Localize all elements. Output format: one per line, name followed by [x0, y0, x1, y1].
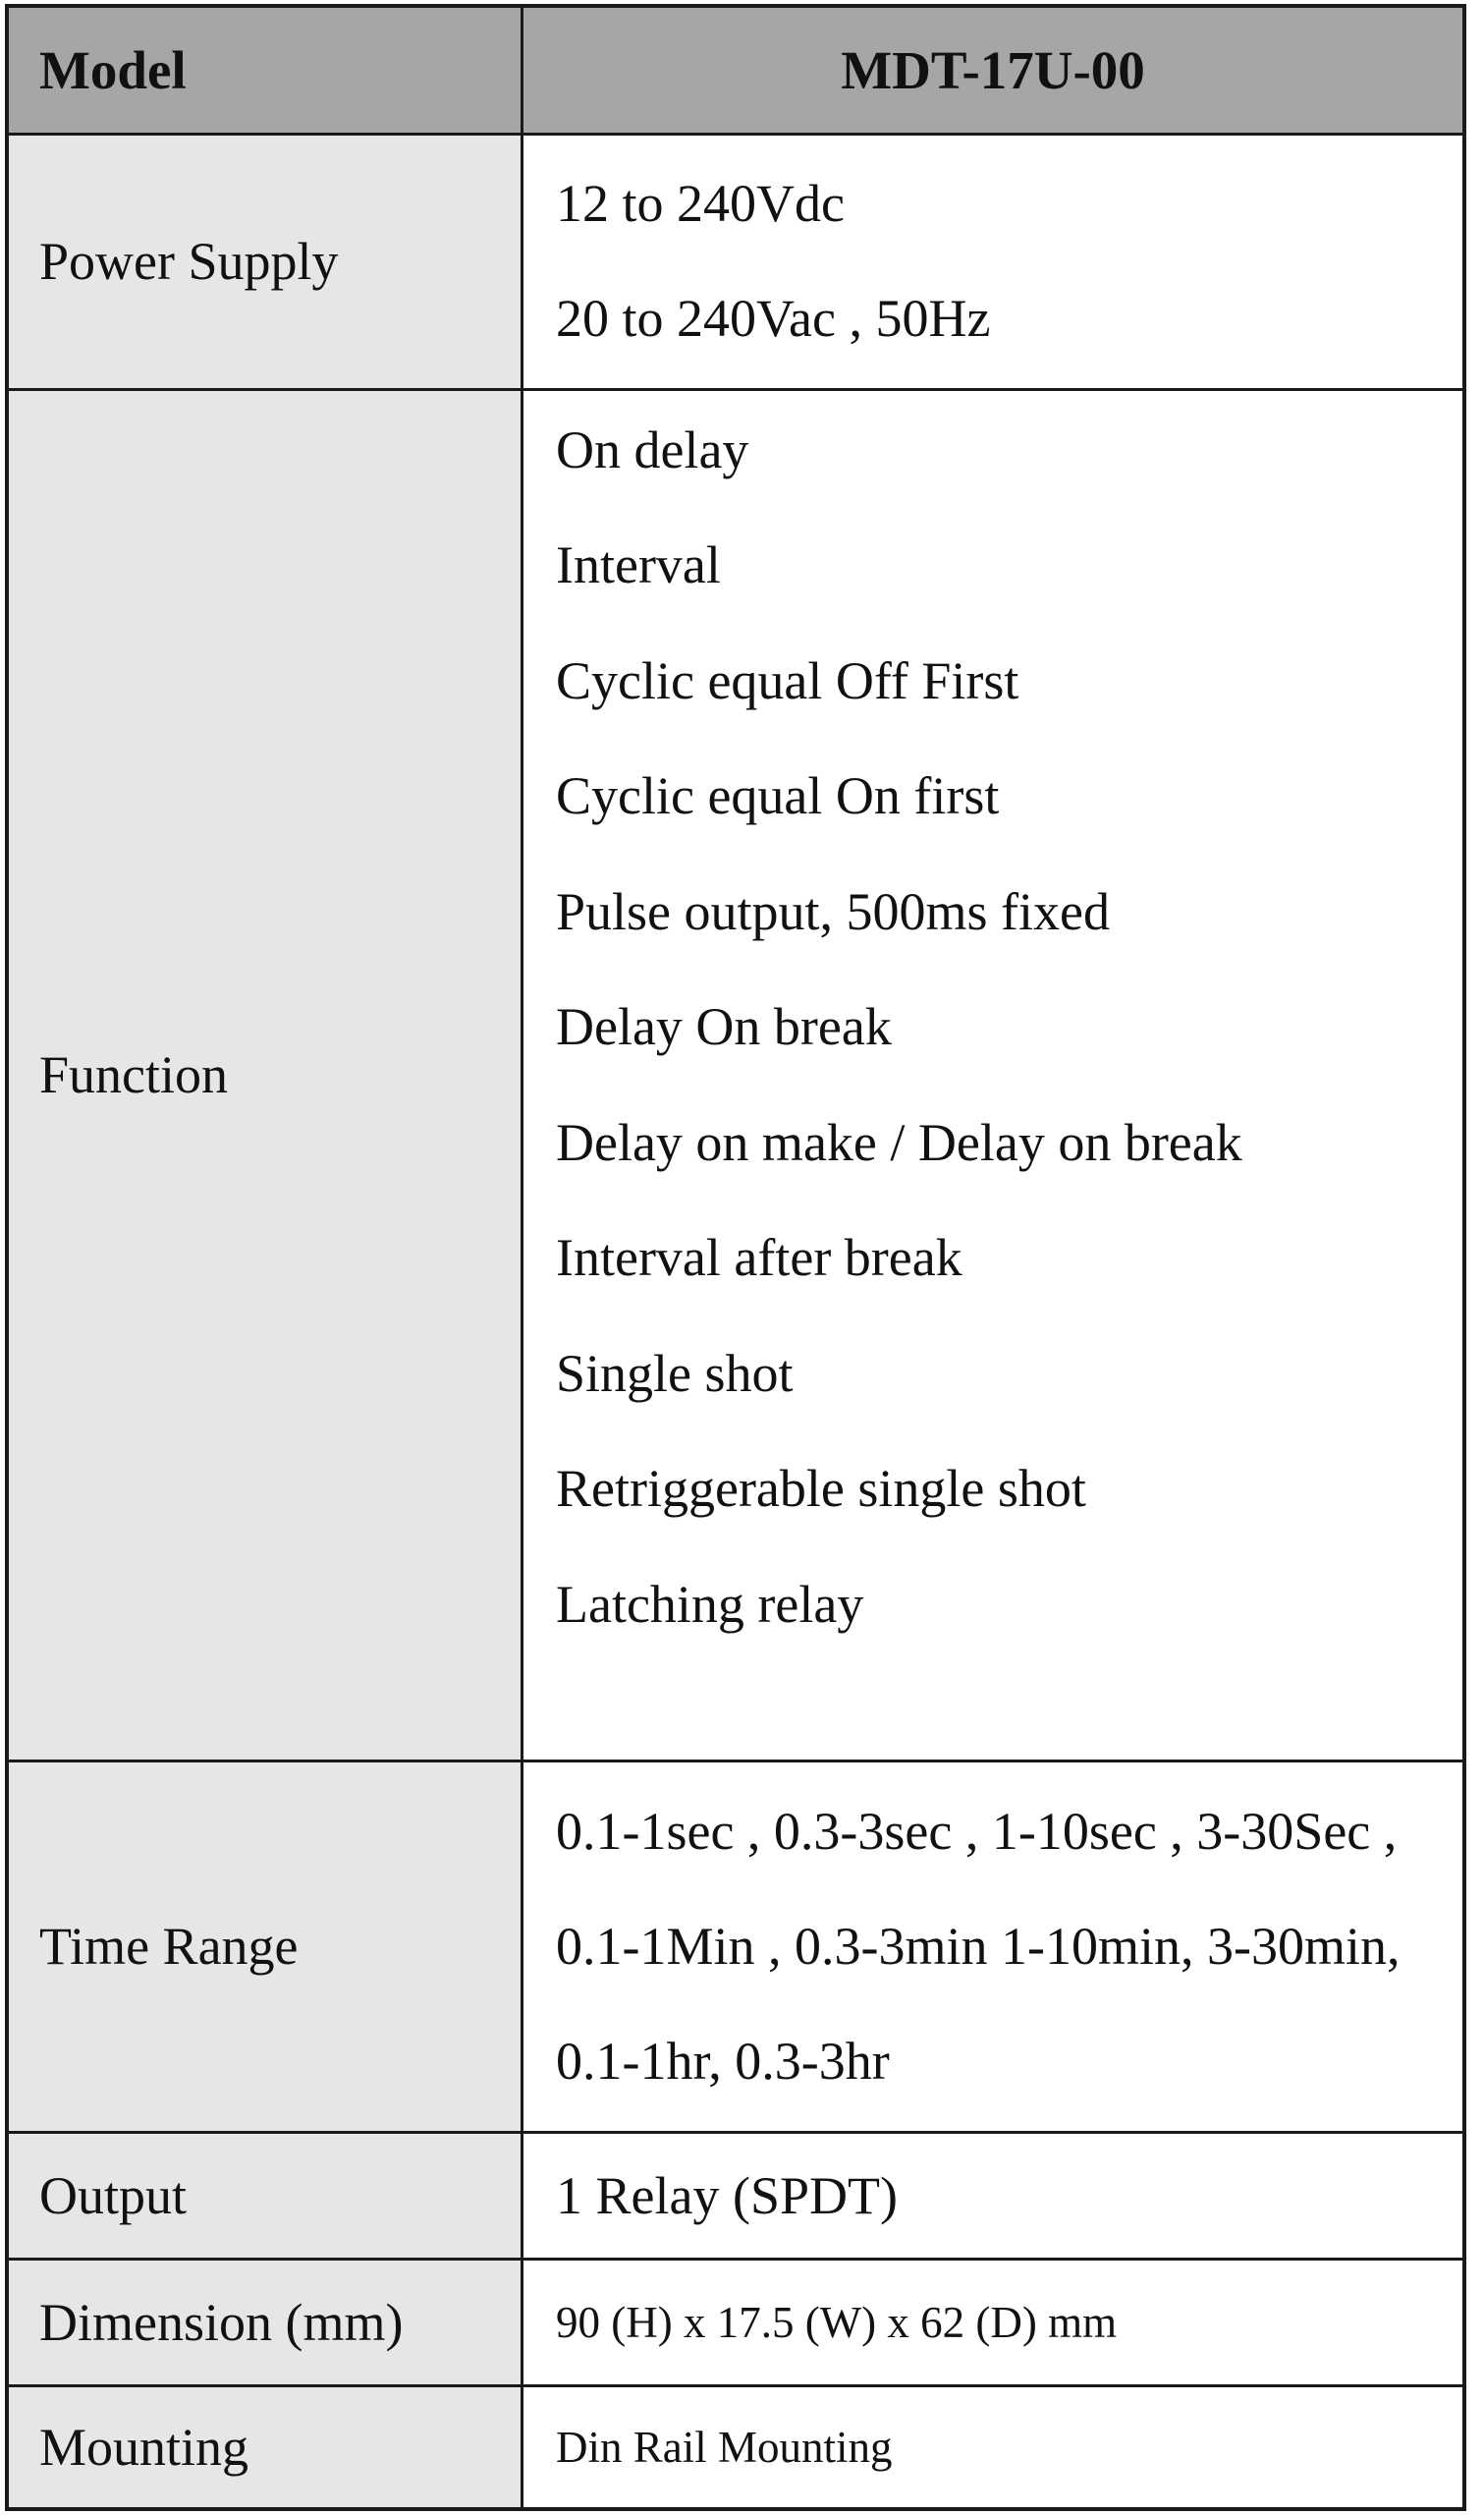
function-item: Latching relay — [556, 1574, 864, 1634]
mounting-value: Din Rail Mounting — [522, 2385, 1465, 2509]
mounting-label: Mounting — [7, 2385, 522, 2509]
table-row-dimension — [7, 2259, 1464, 2385]
function-item: Pulse output, 500ms fixed — [556, 881, 1110, 941]
function-item: Interval — [556, 535, 721, 594]
table-row-function — [7, 389, 1464, 1760]
power-supply-ac: 20 to 240Vac , 50Hz — [556, 289, 991, 348]
spec-table — [5, 4, 1466, 2511]
function-item: On delay — [556, 419, 749, 479]
power-supply-dc: 12 to 240Vdc — [556, 174, 845, 233]
function-item: Retriggerable single shot — [556, 1459, 1086, 1518]
output-value: 1 Relay (SPDT) — [522, 2132, 1465, 2259]
table-row-power-supply — [7, 134, 1464, 389]
function-item: Interval after break — [556, 1228, 962, 1287]
function-item: Cyclic equal Off First — [556, 650, 1019, 710]
function-list — [556, 391, 1462, 1663]
function-item: Delay on make / Delay on break — [556, 1112, 1242, 1172]
header-label: Model — [7, 6, 522, 134]
time-range-line: 0.1-1Min , 0.3-3min 1-10min, 3-30min, — [556, 1916, 1401, 1976]
output-label: Output — [7, 2132, 522, 2259]
table-row-output — [7, 2132, 1464, 2259]
dimension-value: 90 (H) x 17.5 (W) x 62 (D) mm — [522, 2259, 1465, 2385]
function-item: Delay On break — [556, 997, 892, 1056]
power-supply-value — [522, 134, 1465, 389]
time-range-label: Time Range — [7, 1760, 522, 2132]
function-item: Cyclic equal On first — [556, 766, 1000, 825]
power-supply-label: Power Supply — [7, 134, 522, 389]
header-row — [7, 6, 1464, 134]
time-range-line: 0.1-1sec , 0.3-3sec , 1-10sec , 3-30Sec , — [556, 1801, 1398, 1861]
table-row-time-range — [7, 1760, 1464, 2132]
time-range-line: 0.1-1hr, 0.3-3hr — [556, 2031, 890, 2091]
function-item: Single shot — [556, 1343, 794, 1403]
time-range-value — [522, 1760, 1465, 2132]
function-value — [522, 389, 1465, 1760]
function-label: Function — [7, 389, 522, 1760]
table-row-mounting — [7, 2385, 1464, 2509]
dimension-label: Dimension (mm) — [7, 2259, 522, 2385]
model-number: MDT-17U-00 — [522, 6, 1465, 134]
